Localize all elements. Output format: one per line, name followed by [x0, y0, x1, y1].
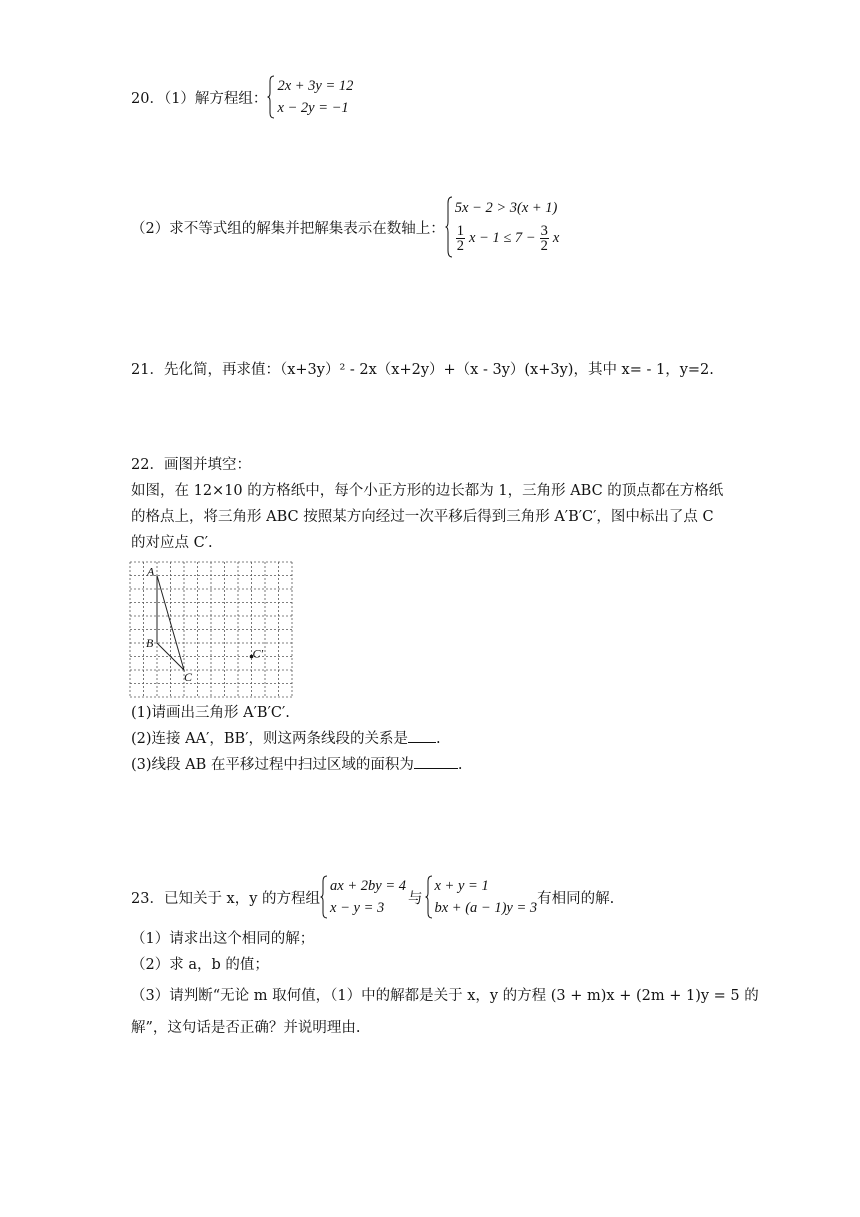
q22-desc-line1: 如图，在 12×10 的方格纸中，每个小正方形的边长都为 1，三角形 ABC 的顶点都在方格纸 — [131, 483, 724, 499]
brace-icon — [267, 75, 275, 119]
q20-ineq2: $\frac{1}{2}$ x − 1 ≤ 7 − $\frac{3}{2}$ x — [456, 222, 560, 254]
brace-icon — [445, 196, 453, 258]
q20-ineq1: 5x − 2 > 3(x + 1) — [454, 200, 558, 216]
label-b: B — [146, 636, 154, 650]
brace-icon — [425, 875, 433, 919]
fraction: $\frac{1}{2}$ — [456, 222, 464, 254]
q21-text: 21．先化简，再求值：（x+3y）² - 2x（x+2y）+（x - 3y）(x+3y)，其中 x= - 1，y=2. — [131, 362, 714, 378]
q22-sub1: (1)请画出三角形 A′B′C′. — [131, 705, 290, 721]
q23-lead: 23．已知关于 x，y 的方程组 ax + 2by = 4 x − y = 3 与 x + y = 1 bx + (a − 1)y = 3 有相同的解. — [131, 872, 614, 922]
q20-part2 — [131, 195, 559, 259]
q23-sub2: （2）求 a，b 的值； — [131, 957, 269, 973]
q20-system — [267, 75, 353, 119]
q20-part1-label: 20．（1）解方程组： — [131, 90, 268, 107]
q20-part1 — [131, 72, 353, 122]
brace-icon — [320, 875, 328, 919]
answer-blank[interactable] — [414, 754, 458, 769]
q23-sub3-line2: 解”，这句话是否正确？并说明理由. — [131, 1020, 361, 1036]
triangle-abc — [157, 576, 184, 671]
q20-eq2: x − 2y = −1 — [277, 100, 349, 116]
q20-inequality-system — [445, 196, 560, 258]
q23-system-1: ax + 2by = 4 x − y = 3 — [320, 875, 406, 919]
label-c: C — [184, 670, 193, 684]
fraction: $\frac{3}{2}$ — [540, 222, 548, 254]
q22-title: 22．画图并填空： — [131, 457, 251, 473]
grid-figure — [128, 560, 296, 698]
q20-eq1: 2x + 3y = 12 — [277, 78, 354, 94]
label-a: A — [147, 564, 155, 579]
q23-sub3-line1: （3）请判断“无论 m 取何值，（1）中的解都是关于 x，y 的方程 (3 + m)x + (2m + 1)y = 5 的 — [131, 988, 759, 1004]
q20-part2-label: （2）求不等式组的解集并把解集表示在数轴上： — [131, 220, 445, 237]
answer-blank[interactable] — [408, 728, 436, 743]
q22-sub3: (3)线段 AB 在平移过程中扫过区域的面积为 . — [131, 752, 463, 778]
label-c-prime: C′ — [252, 646, 264, 661]
q22-desc-line2: 的格点上，将三角形 ABC 按照某方向经过一次平移后得到三角形 A′B′C′，图中标出了点 C — [131, 509, 714, 525]
q23-system-2: x + y = 1 bx + (a − 1)y = 3 — [425, 875, 538, 919]
q23-sub1: （1）请求出这个相同的解； — [131, 931, 315, 947]
q22-sub2: (2)连接 AA′，BB′，则这两条线段的关系是 . — [131, 726, 441, 752]
q22-desc-line3: 的对应点 C′. — [131, 535, 213, 551]
